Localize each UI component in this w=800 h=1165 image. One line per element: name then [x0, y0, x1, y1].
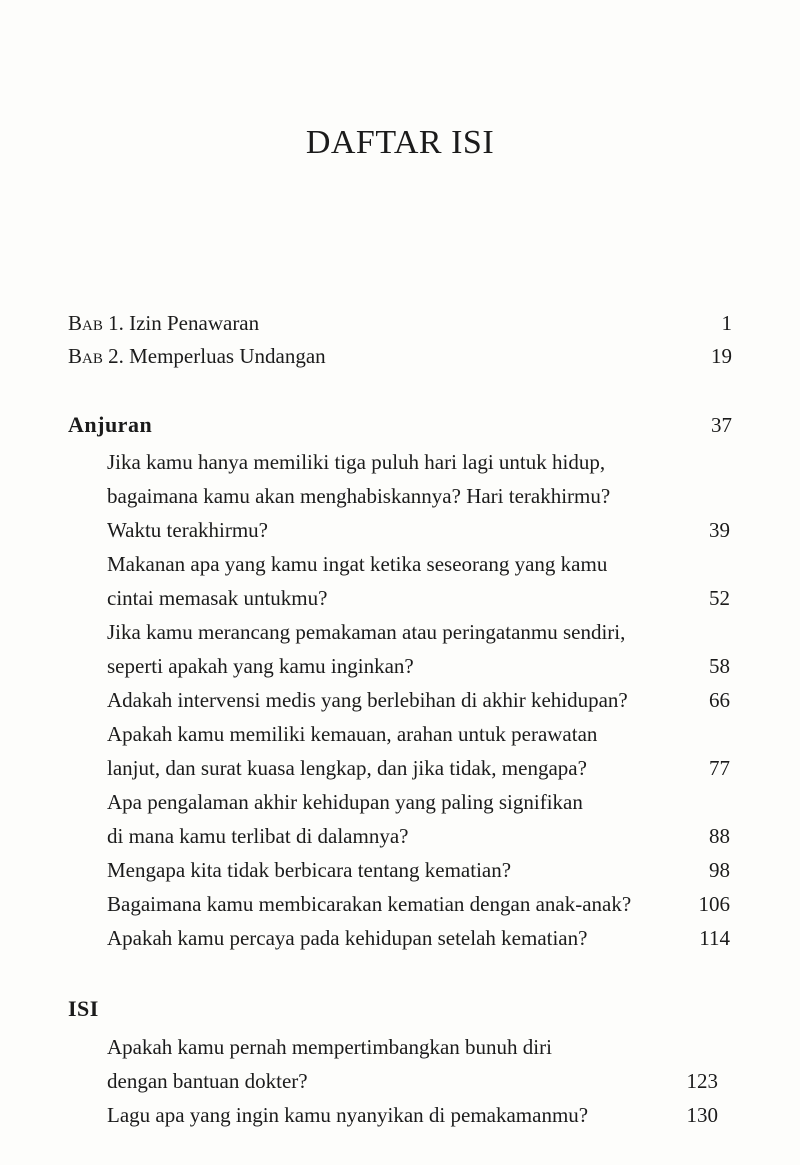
- page-title: DAFTAR ISI: [305, 124, 495, 161]
- toc-entry: di mana kamu terlibat di dalamnya? 88: [107, 824, 730, 848]
- toc-section-anjuran: [68, 408, 732, 442]
- chapter-prefix: Bab: [68, 311, 103, 335]
- chapter-label: 1. Izin Penawaran: [102, 311, 260, 335]
- toc-entry: bagaimana kamu akan menghabiskannya? Hari terakhirmu?: [107, 484, 611, 508]
- toc-entry: Mengapa kita tidak berbicara tentang kematian? 98: [107, 858, 730, 882]
- toc-entry: Apakah kamu pernah mempertimbangkan bunuh diri: [107, 1035, 552, 1059]
- toc-entry: seperti apakah yang kamu inginkan? 58: [107, 654, 730, 678]
- toc-entry: Apakah kamu memiliki kemauan, arahan untuk perawatan: [107, 722, 598, 746]
- page-number: 19: [711, 344, 732, 368]
- page-number: 37: [711, 413, 732, 437]
- toc-entry: Lagu apa yang ingin kamu nyanyikan di pemakamanmu? 130: [107, 1103, 718, 1127]
- toc-entry: Jika kamu merancang pemakaman atau peringatanmu sendiri,: [107, 620, 626, 644]
- toc-entry: Adakah intervensi medis yang berlebihan di akhir kehidupan? 66: [107, 688, 730, 712]
- section-heading: ISI: [68, 996, 99, 1021]
- toc-entry: Apa pengalaman akhir kehidupan yang paling signifikan: [107, 790, 583, 814]
- toc-chapter-2: [68, 339, 732, 373]
- toc-entry: Makanan apa yang kamu ingat ketika seseorang yang kamu: [107, 552, 608, 576]
- toc-entry: cintai memasak untukmu? 52: [107, 586, 730, 610]
- page-number: 1: [721, 311, 732, 335]
- chapter-prefix: Bab: [68, 344, 103, 368]
- toc-entry: Bagaimana kamu membicarakan kematian dengan anak-anak? 106: [107, 892, 730, 916]
- toc-section-isi: [68, 992, 732, 1026]
- toc-entry: Apakah kamu percaya pada kehidupan setelah kematian? 114: [107, 926, 730, 950]
- toc-chapter-1: [68, 306, 732, 340]
- chapter-label: 2. Memperluas Undangan: [102, 344, 326, 368]
- toc-entry: dengan bantuan dokter? 123: [107, 1069, 718, 1093]
- toc-entry: lanjut, dan surat kuasa lengkap, dan jika tidak, mengapa? 77: [107, 756, 730, 780]
- toc-entry: Waktu terakhirmu? 39: [107, 518, 730, 542]
- section-heading: Anjuran: [68, 412, 153, 437]
- toc-entry: Jika kamu hanya memiliki tiga puluh hari lagi untuk hidup,: [107, 450, 606, 474]
